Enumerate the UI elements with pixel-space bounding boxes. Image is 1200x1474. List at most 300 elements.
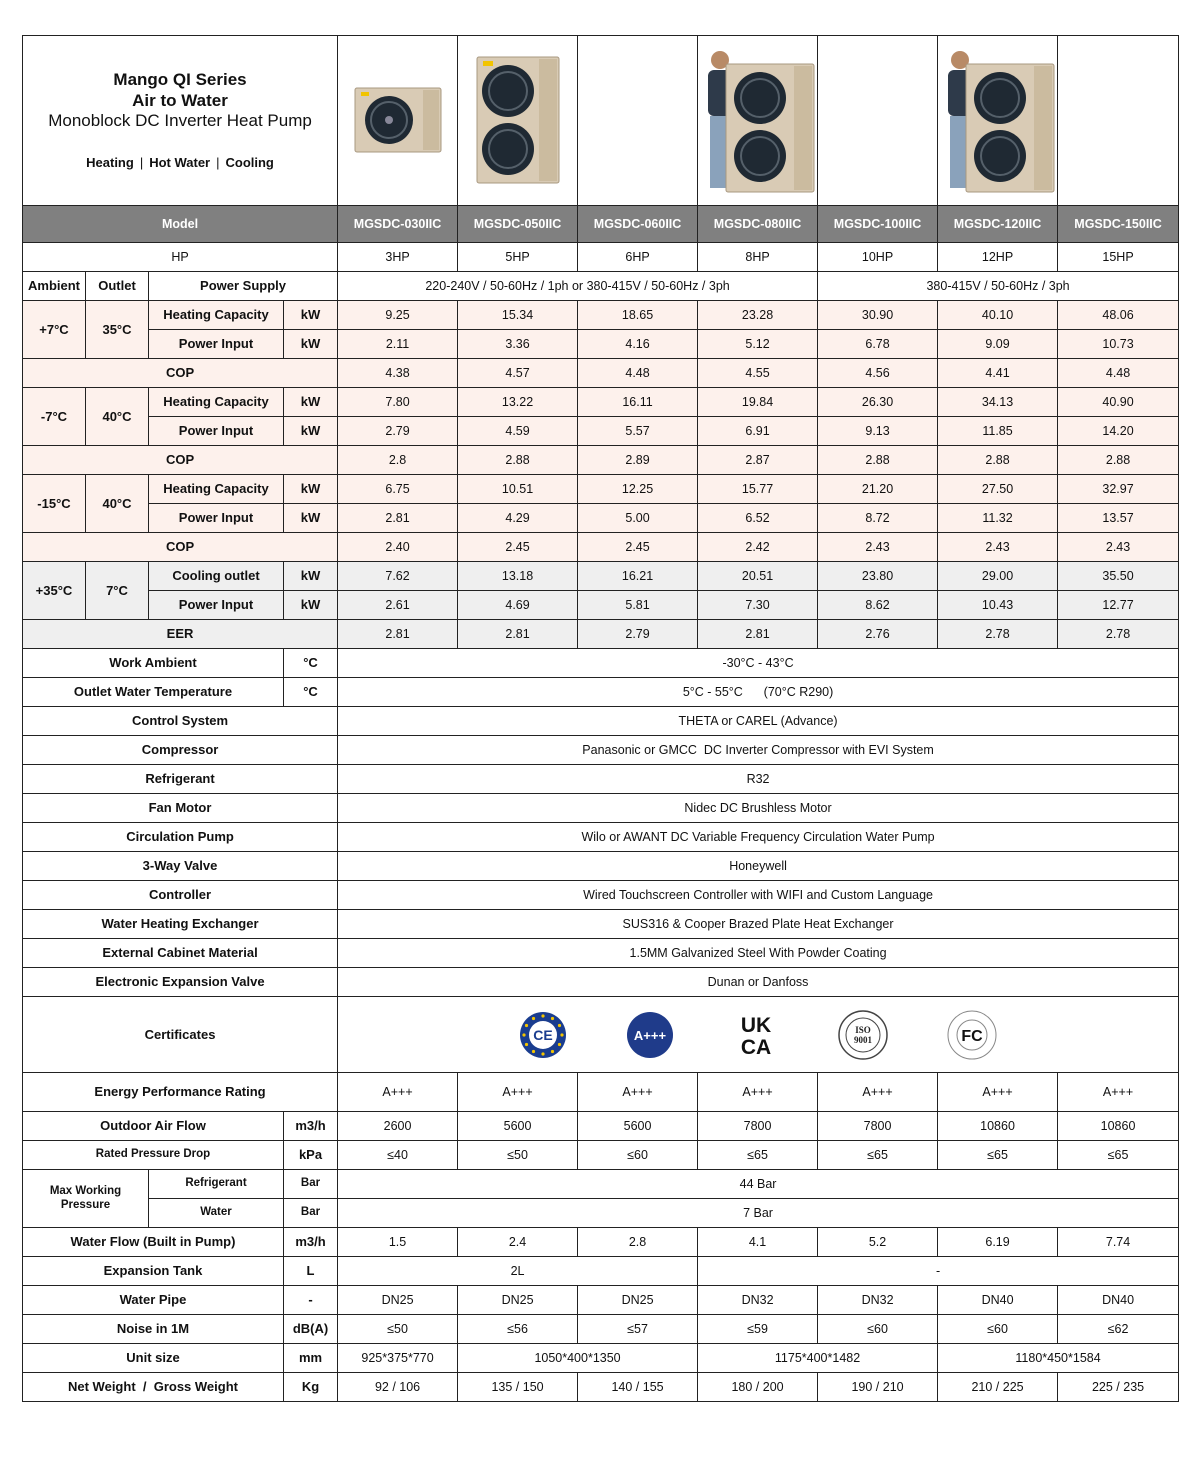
model-name: MGSDC-060IIC (578, 206, 698, 243)
capacity-value: 16.11 (578, 388, 698, 417)
spec-label: 3-Way Valve (23, 852, 338, 881)
unit-kw: kW (284, 301, 338, 330)
water-flow-label: Water Flow (Built in Pump) (23, 1228, 284, 1257)
certificates-logos (338, 997, 1179, 1073)
spec-value: Wired Touchscreen Controller with WIFI and Custom Language (338, 881, 1179, 910)
capacity-value: 21.20 (818, 475, 938, 504)
spec-value: THETA or CAREL (Advance) (338, 707, 1179, 736)
cop-value: 2.42 (698, 533, 818, 562)
weight-value: 225 / 235 (1058, 1373, 1179, 1402)
unit-size-row (23, 1344, 1179, 1373)
cop-value: 2.8 (338, 446, 458, 475)
power-value: 3.36 (458, 330, 578, 359)
water-flow-value: 2.4 (458, 1228, 578, 1257)
ambient-value: -15°C (23, 475, 86, 533)
energy-badge-text: A+++ (633, 1027, 666, 1043)
cop-value: 2.43 (938, 533, 1058, 562)
capacity-value: 7.80 (338, 388, 458, 417)
image-10hp (818, 36, 938, 206)
unit: Kg (284, 1373, 338, 1402)
water-label: Water (149, 1199, 284, 1228)
unit-size-value: 1175*400*1482 (698, 1344, 938, 1373)
cop-value: 2.40 (338, 533, 458, 562)
ambient-label: Ambient (23, 272, 86, 301)
model-name: MGSDC-120IIC (938, 206, 1058, 243)
unit-size-value: 925*375*770 (338, 1344, 458, 1373)
eer-value: 2.79 (578, 620, 698, 649)
capacity-value: 10.51 (458, 475, 578, 504)
function-heating: Heating (86, 155, 134, 171)
expansion-tank-value: - (698, 1257, 1179, 1286)
power-value: 13.57 (1058, 504, 1179, 533)
spec-row-control-system (23, 707, 1179, 736)
power-supply-value-a: 220-240V / 50-60Hz / 1ph or 380-415V / 50-60Hz / 3ph (338, 272, 818, 301)
noise-value: ≤60 (818, 1315, 938, 1344)
cop-row (23, 446, 1179, 475)
cooling-value: 23.80 (818, 562, 938, 591)
capacity-value: 34.13 (938, 388, 1058, 417)
capacity-value: 12.25 (578, 475, 698, 504)
model-name: MGSDC-030IIC (338, 206, 458, 243)
unit: Bar (284, 1170, 338, 1199)
energy-rating-value: A+++ (698, 1073, 818, 1112)
cop-value: 2.88 (458, 446, 578, 475)
spec-row-controller (23, 881, 1179, 910)
air-flow-value: 7800 (698, 1112, 818, 1141)
unit: - (284, 1286, 338, 1315)
model-name: MGSDC-100IIC (818, 206, 938, 243)
noise-value: ≤56 (458, 1315, 578, 1344)
cop-value: 2.45 (578, 533, 698, 562)
spec-value: R32 (338, 765, 1179, 794)
unit: mm (284, 1344, 338, 1373)
unit: m3/h (284, 1228, 338, 1257)
power-supply-value-b: 380-415V / 50-60Hz / 3ph (818, 272, 1179, 301)
cop-value: 4.48 (578, 359, 698, 388)
energy-rating-value: A+++ (818, 1073, 938, 1112)
capacity-value: 6.75 (338, 475, 458, 504)
power-input-row (23, 504, 1179, 533)
power-value: 11.85 (938, 417, 1058, 446)
power-value: 6.78 (818, 330, 938, 359)
cop-value: 2.88 (818, 446, 938, 475)
eer-value: 2.81 (458, 620, 578, 649)
cop-value: 4.55 (698, 359, 818, 388)
power-value: 5.81 (578, 591, 698, 620)
ambient-value: +35°C (23, 562, 86, 620)
spec-row-circulation-pump (23, 823, 1179, 852)
power-value: 6.52 (698, 504, 818, 533)
power-input-row (23, 417, 1179, 446)
cooling-value: 20.51 (698, 562, 818, 591)
unit-size-value: 1180*450*1584 (938, 1344, 1179, 1373)
weight-value: 180 / 200 (698, 1373, 818, 1402)
weight-value: 210 / 225 (938, 1373, 1058, 1402)
power-value: 4.69 (458, 591, 578, 620)
power-value: 5.57 (578, 417, 698, 446)
image-5hp (458, 36, 578, 206)
cop-label: COP (23, 359, 338, 388)
power-value: 4.59 (458, 417, 578, 446)
air-flow-value: 10860 (938, 1112, 1058, 1141)
iso-9001-icon (837, 1009, 889, 1061)
eer-value: 2.81 (698, 620, 818, 649)
water-flow-value: 7.74 (1058, 1228, 1179, 1257)
model-row (23, 206, 1179, 243)
cooling-value: 29.00 (938, 562, 1058, 591)
hp-value: 5HP (458, 243, 578, 272)
eer-value: 2.78 (938, 620, 1058, 649)
cop-value: 2.43 (818, 533, 938, 562)
energy-rating-icon (625, 1010, 675, 1060)
outlet-value: 35°C (86, 301, 149, 359)
unit-kw: kW (284, 591, 338, 620)
cop-value: 2.45 (458, 533, 578, 562)
pressure-drop-value: ≤65 (818, 1141, 938, 1170)
capacity-value: 18.65 (578, 301, 698, 330)
cooling-value: 7.62 (338, 562, 458, 591)
eer-value: 2.78 (1058, 620, 1179, 649)
water-pipe-value: DN32 (818, 1286, 938, 1315)
capacity-value: 23.28 (698, 301, 818, 330)
pressure-drop-value: ≤50 (458, 1141, 578, 1170)
spec-value: Nidec DC Brushless Motor (338, 794, 1179, 823)
heat-pump-small-icon (353, 86, 443, 156)
hp-value: 12HP (938, 243, 1058, 272)
heat-pump-with-person-icon (940, 46, 1056, 196)
ukca-mark-icon (731, 1010, 781, 1060)
cooling-value: 35.50 (1058, 562, 1179, 591)
energy-rating-row (23, 1073, 1179, 1112)
spec-label: Refrigerant (23, 765, 338, 794)
power-input-label: Power Input (149, 417, 284, 446)
power-value: 9.13 (818, 417, 938, 446)
water-pipe-value: DN40 (938, 1286, 1058, 1315)
power-value: 2.11 (338, 330, 458, 359)
energy-rating-value: A+++ (938, 1073, 1058, 1112)
image-8hp (698, 36, 818, 206)
capacity-value: 40.90 (1058, 388, 1179, 417)
unit: L (284, 1257, 338, 1286)
power-value: 11.32 (938, 504, 1058, 533)
spec-label: Water Heating Exchanger (23, 910, 338, 939)
hp-value: 3HP (338, 243, 458, 272)
weight-value: 135 / 150 (458, 1373, 578, 1402)
unit-kw: kW (284, 417, 338, 446)
cooling-capacity-row (23, 562, 1179, 591)
spec-value: Panasonic or GMCC DC Inverter Compressor with EVI System (338, 736, 1179, 765)
unit-celsius: °C (284, 678, 338, 707)
energy-rating-value: A+++ (578, 1073, 698, 1112)
spec-row-3-way-valve (23, 852, 1179, 881)
spec-value: SUS316 & Cooper Brazed Plate Heat Exchanger (338, 910, 1179, 939)
ukca-bottom-text: CA (740, 1035, 772, 1059)
separator: | (139, 155, 144, 171)
function-cooling: Cooling (225, 155, 274, 171)
eer-label: EER (23, 620, 338, 649)
capacity-value: 32.97 (1058, 475, 1179, 504)
unit-kw: kW (284, 388, 338, 417)
noise-value: ≤57 (578, 1315, 698, 1344)
water-pipe-label: Water Pipe (23, 1286, 284, 1315)
heating-capacity-label: Heating Capacity (149, 388, 284, 417)
expansion-tank-value: 2L (338, 1257, 698, 1286)
refrigerant-label: Refrigerant (149, 1170, 284, 1199)
series-title: Mango QI Series (113, 70, 247, 90)
product-header (23, 36, 338, 206)
hp-value: 6HP (578, 243, 698, 272)
model-name: MGSDC-050IIC (458, 206, 578, 243)
cop-value: 4.38 (338, 359, 458, 388)
pressure-drop-label: Rated Pressure Drop (23, 1141, 284, 1170)
max-pressure-label: Max Working Pressure (23, 1170, 149, 1228)
image-12hp (938, 36, 1058, 206)
outlet-water-value: 5°C - 55°C (70°C R290) (338, 678, 1179, 707)
unit-size-label: Unit size (23, 1344, 284, 1373)
cop-value: 4.57 (458, 359, 578, 388)
hp-value: 10HP (818, 243, 938, 272)
cop-value: 2.89 (578, 446, 698, 475)
capacity-value: 27.50 (938, 475, 1058, 504)
cop-value: 2.87 (698, 446, 818, 475)
cooling-value: 13.18 (458, 562, 578, 591)
cop-value: 2.43 (1058, 533, 1179, 562)
power-input-label: Power Input (149, 504, 284, 533)
weight-row (23, 1373, 1179, 1402)
noise-label: Noise in 1M (23, 1315, 284, 1344)
spec-label: Control System (23, 707, 338, 736)
cop-label: COP (23, 446, 338, 475)
spec-row-cabinet (23, 939, 1179, 968)
pressure-drop-value: ≤40 (338, 1141, 458, 1170)
power-value: 9.09 (938, 330, 1058, 359)
max-pressure-water-row (23, 1199, 1179, 1228)
pressure-drop-value: ≤65 (1058, 1141, 1179, 1170)
power-value: 6.91 (698, 417, 818, 446)
ukca-top-text: UK (740, 1013, 772, 1037)
pressure-drop-value: ≤60 (578, 1141, 698, 1170)
capacity-value: 15.77 (698, 475, 818, 504)
power-value: 2.61 (338, 591, 458, 620)
unit: Bar (284, 1199, 338, 1228)
power-input-label: Power Input (149, 330, 284, 359)
heating-capacity-row (23, 475, 1179, 504)
noise-row (23, 1315, 1179, 1344)
cooling-power-row (23, 591, 1179, 620)
noise-value: ≤60 (938, 1315, 1058, 1344)
heating-capacity-row (23, 388, 1179, 417)
functions (25, 155, 335, 171)
unit: m3/h (284, 1112, 338, 1141)
capacity-value: 40.10 (938, 301, 1058, 330)
power-input-row (23, 330, 1179, 359)
work-ambient-row (23, 649, 1179, 678)
heating-capacity-label: Heating Capacity (149, 301, 284, 330)
air-flow-value: 7800 (818, 1112, 938, 1141)
eer-value: 2.81 (338, 620, 458, 649)
air-flow-value: 10860 (1058, 1112, 1179, 1141)
heating-capacity-row (23, 301, 1179, 330)
unit-kw: kW (284, 475, 338, 504)
power-value: 5.00 (578, 504, 698, 533)
hp-value: 15HP (1058, 243, 1179, 272)
pressure-drop-value: ≤65 (698, 1141, 818, 1170)
hp-label: HP (23, 243, 338, 272)
spec-label: Electronic Expansion Valve (23, 968, 338, 997)
image-3hp (338, 36, 458, 206)
cop-value: 4.41 (938, 359, 1058, 388)
capacity-value: 19.84 (698, 388, 818, 417)
unit: dB(A) (284, 1315, 338, 1344)
power-value: 2.81 (338, 504, 458, 533)
capacity-value: 15.34 (458, 301, 578, 330)
energy-rating-value: A+++ (338, 1073, 458, 1112)
spec-row-compressor (23, 736, 1179, 765)
noise-value: ≤62 (1058, 1315, 1179, 1344)
capacity-value: 9.25 (338, 301, 458, 330)
cop-row (23, 533, 1179, 562)
unit-kw: kW (284, 562, 338, 591)
outlet-water-row (23, 678, 1179, 707)
image-6hp (578, 36, 698, 206)
unit: kPa (284, 1141, 338, 1170)
fc-text: FC (961, 1027, 983, 1045)
power-value: 12.77 (1058, 591, 1179, 620)
energy-rating-label: Energy Performance Rating (23, 1073, 338, 1112)
power-value: 10.73 (1058, 330, 1179, 359)
type-title: Air to Water (132, 90, 228, 110)
weight-value: 92 / 106 (338, 1373, 458, 1402)
water-pipe-value: DN25 (458, 1286, 578, 1315)
refrigerant-pressure-value: 44 Bar (338, 1170, 1179, 1199)
air-flow-value: 2600 (338, 1112, 458, 1141)
cop-value: 2.88 (1058, 446, 1179, 475)
water-pressure-value: 7 Bar (338, 1199, 1179, 1228)
outlet-water-label: Outlet Water Temperature (23, 678, 284, 707)
water-flow-value: 2.8 (578, 1228, 698, 1257)
spec-row-expansion-valve (23, 968, 1179, 997)
spec-value: Dunan or Danfoss (338, 968, 1179, 997)
cop-value: 4.48 (1058, 359, 1179, 388)
cop-value: 2.88 (938, 446, 1058, 475)
hp-value: 8HP (698, 243, 818, 272)
spec-label: Fan Motor (23, 794, 338, 823)
air-flow-row (23, 1112, 1179, 1141)
expansion-tank-label: Expansion Tank (23, 1257, 284, 1286)
water-flow-value: 6.19 (938, 1228, 1058, 1257)
power-value: 10.43 (938, 591, 1058, 620)
pressure-drop-value: ≤65 (938, 1141, 1058, 1170)
air-flow-value: 5600 (458, 1112, 578, 1141)
spec-table (22, 35, 1179, 1402)
ce-mark-icon (518, 1010, 568, 1060)
capacity-value: 48.06 (1058, 301, 1179, 330)
heating-capacity-label: Heating Capacity (149, 475, 284, 504)
water-pipe-value: DN25 (338, 1286, 458, 1315)
expansion-tank-row (23, 1257, 1179, 1286)
separator: | (216, 155, 220, 171)
spec-label: External Cabinet Material (23, 939, 338, 968)
max-pressure-refrigerant-row (23, 1170, 1179, 1199)
capacity-value: 13.22 (458, 388, 578, 417)
spec-value: Honeywell (338, 852, 1179, 881)
spec-row-refrigerant (23, 765, 1179, 794)
ambient-value: +7°C (23, 301, 86, 359)
power-supply-row (23, 272, 1179, 301)
unit-size-value: 1050*400*1350 (458, 1344, 698, 1373)
capacity-value: 26.30 (818, 388, 938, 417)
work-ambient-value: -30°C - 43°C (338, 649, 1179, 678)
power-value: 4.29 (458, 504, 578, 533)
ambient-value: -7°C (23, 388, 86, 446)
power-value: 8.62 (818, 591, 938, 620)
spec-value: 1.5MM Galvanized Steel With Powder Coating (338, 939, 1179, 968)
model-name: MGSDC-150IIC (1058, 206, 1179, 243)
model-name: MGSDC-080IIC (698, 206, 818, 243)
noise-value: ≤50 (338, 1315, 458, 1344)
work-ambient-label: Work Ambient (23, 649, 284, 678)
power-input-label: Power Input (149, 591, 284, 620)
cop-row (23, 359, 1179, 388)
spec-value: Wilo or AWANT DC Variable Frequency Circulation Water Pump (338, 823, 1179, 852)
eer-row (23, 620, 1179, 649)
power-value: 5.12 (698, 330, 818, 359)
certificates-label: Certificates (23, 997, 338, 1073)
certificates-row (23, 997, 1179, 1073)
power-supply-label: Power Supply (149, 272, 338, 301)
power-value: 2.79 (338, 417, 458, 446)
energy-rating-value: A+++ (1058, 1073, 1179, 1112)
iso-number-text: 9001 (854, 1034, 873, 1045)
subtitle: Monoblock DC Inverter Heat Pump (48, 110, 312, 130)
cooling-outlet-label: Cooling outlet (149, 562, 284, 591)
power-value: 8.72 (818, 504, 938, 533)
water-flow-value: 1.5 (338, 1228, 458, 1257)
unit-celsius: °C (284, 649, 338, 678)
ce-text: CE (533, 1026, 553, 1043)
water-pipe-value: DN40 (1058, 1286, 1179, 1315)
power-value: 14.20 (1058, 417, 1179, 446)
outlet-value: 40°C (86, 388, 149, 446)
power-value: 4.16 (578, 330, 698, 359)
water-pipe-value: DN32 (698, 1286, 818, 1315)
water-flow-value: 5.2 (818, 1228, 938, 1257)
cop-label: COP (23, 533, 338, 562)
spec-label: Compressor (23, 736, 338, 765)
spec-label: Circulation Pump (23, 823, 338, 852)
air-flow-value: 5600 (578, 1112, 698, 1141)
hp-row (23, 243, 1179, 272)
cooling-value: 16.21 (578, 562, 698, 591)
outlet-value: 40°C (86, 475, 149, 533)
spec-row-fan-motor (23, 794, 1179, 823)
fcc-mark-icon (946, 1009, 998, 1061)
cop-value: 4.56 (818, 359, 938, 388)
capacity-value: 30.90 (818, 301, 938, 330)
spec-label: Controller (23, 881, 338, 910)
noise-value: ≤59 (698, 1315, 818, 1344)
water-flow-value: 4.1 (698, 1228, 818, 1257)
model-label: Model (23, 206, 338, 243)
spec-row-heat-exchanger (23, 910, 1179, 939)
unit-kw: kW (284, 504, 338, 533)
heat-pump-double-icon (475, 55, 561, 187)
water-pipe-row (23, 1286, 1179, 1315)
eer-value: 2.76 (818, 620, 938, 649)
weight-value: 190 / 210 (818, 1373, 938, 1402)
weight-value: 140 / 155 (578, 1373, 698, 1402)
function-hot-water: Hot Water (149, 155, 211, 171)
